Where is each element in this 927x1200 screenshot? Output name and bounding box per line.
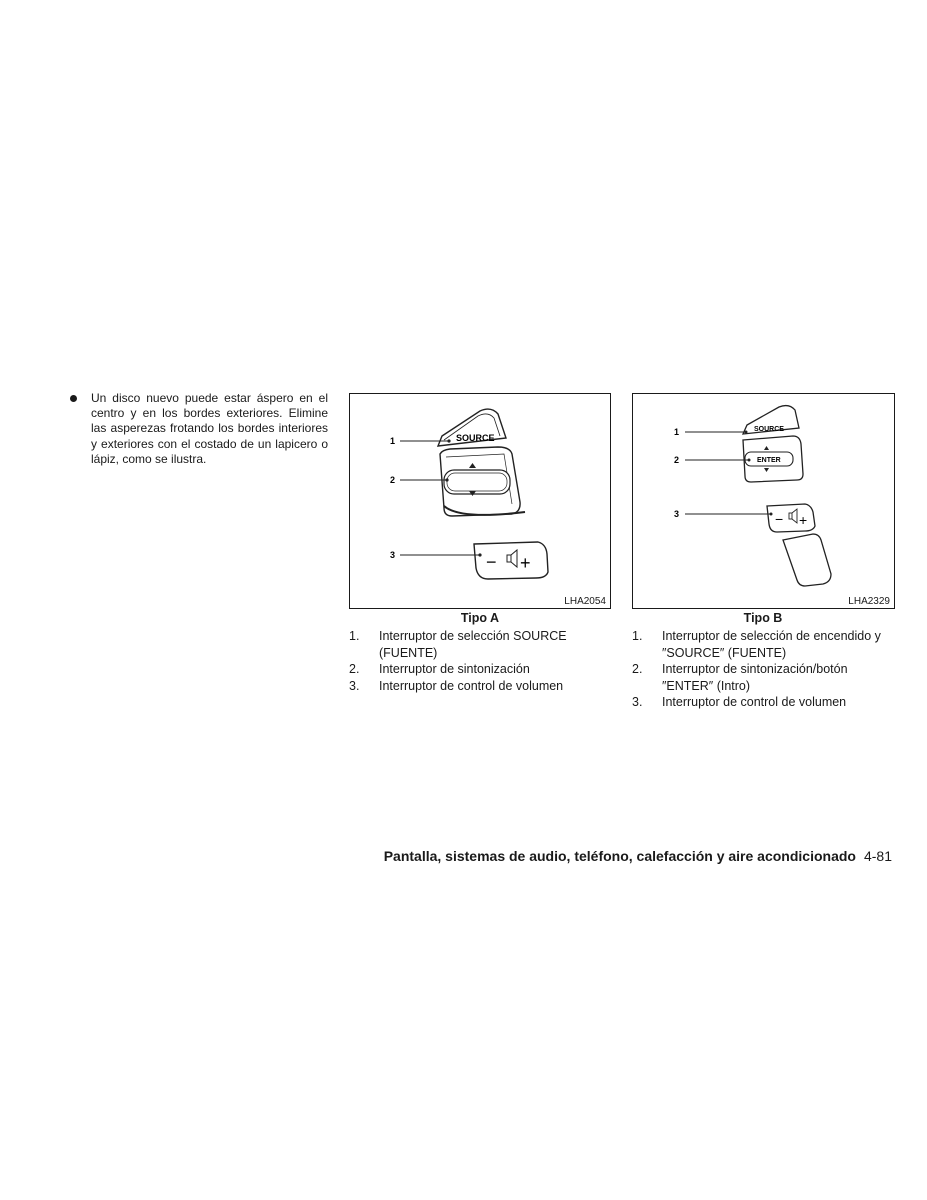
figure-code: LHA2054	[564, 596, 606, 607]
callout-1: 1	[390, 436, 396, 446]
section-title: Pantalla, sistemas de audio, teléfono, calefacción y aire acondicionado	[383, 848, 856, 864]
tuning-rocker	[444, 470, 510, 494]
bullet-dot-icon	[70, 395, 77, 402]
list-item-text: Interruptor de control de volumen	[379, 678, 564, 693]
page-footer	[384, 848, 892, 864]
callout-2: 2	[674, 455, 680, 465]
figure-b-illustration	[633, 394, 894, 608]
volume-minus-label: −	[486, 552, 497, 572]
figure-b-caption: Tipo B	[743, 611, 783, 625]
figure-a-list	[349, 628, 611, 694]
figure-type-b	[632, 393, 895, 609]
figure-code: LHA2329	[848, 596, 890, 607]
list-item-number: 2.	[349, 662, 360, 676]
page-number: 4-81	[863, 848, 892, 864]
volume-minus-label: −	[775, 511, 784, 527]
list-item-number: 2.	[632, 662, 643, 676]
list-item	[349, 678, 611, 695]
bullet-text: Un disco nuevo puede estar áspero en el centro y en los bordes exteriores. Elimine las asperezas frotando los bordes interiores y exteriores con el costado de un lapicero o lápiz, como se ilustra.	[91, 391, 328, 466]
list-item-number: 1.	[349, 629, 360, 643]
source-button-label: SOURCE	[754, 426, 784, 433]
list-item	[632, 694, 894, 711]
list-item-text: Interruptor de selección SOURCE (FUENTE)	[379, 629, 567, 660]
list-item	[632, 628, 894, 661]
callout-1: 1	[674, 427, 680, 437]
volume-plus-label: +	[799, 512, 808, 528]
list-item-number: 1.	[632, 629, 643, 643]
figure-b-list	[632, 628, 894, 711]
list-item-text: Interruptor de sintonización/botón ″ENTER″ (Intro)	[662, 662, 848, 693]
blank-pad-shape	[783, 534, 831, 586]
figure-a-illustration	[350, 394, 610, 608]
list-item	[632, 661, 894, 694]
list-item-text: Interruptor de selección de encendido y ″SOURCE″ (FUENTE)	[662, 629, 881, 660]
source-button-label: SOURCE	[456, 433, 495, 443]
callout-2: 2	[390, 475, 396, 485]
figure-type-a	[349, 393, 611, 609]
callout-3: 3	[674, 509, 680, 519]
enter-button-label: ENTER	[757, 457, 781, 464]
bullet-paragraph	[70, 391, 328, 467]
list-item-text: Interruptor de sintonización	[379, 662, 530, 676]
list-item-number: 3.	[349, 678, 360, 693]
list-item-number: 3.	[632, 695, 643, 709]
callout-3: 3	[390, 550, 396, 560]
volume-plus-label: +	[520, 553, 531, 573]
list-item	[349, 628, 611, 661]
figure-a-caption: Tipo A	[460, 611, 500, 625]
list-item-text: Interruptor de control de volumen	[662, 695, 847, 709]
list-item	[349, 661, 611, 678]
